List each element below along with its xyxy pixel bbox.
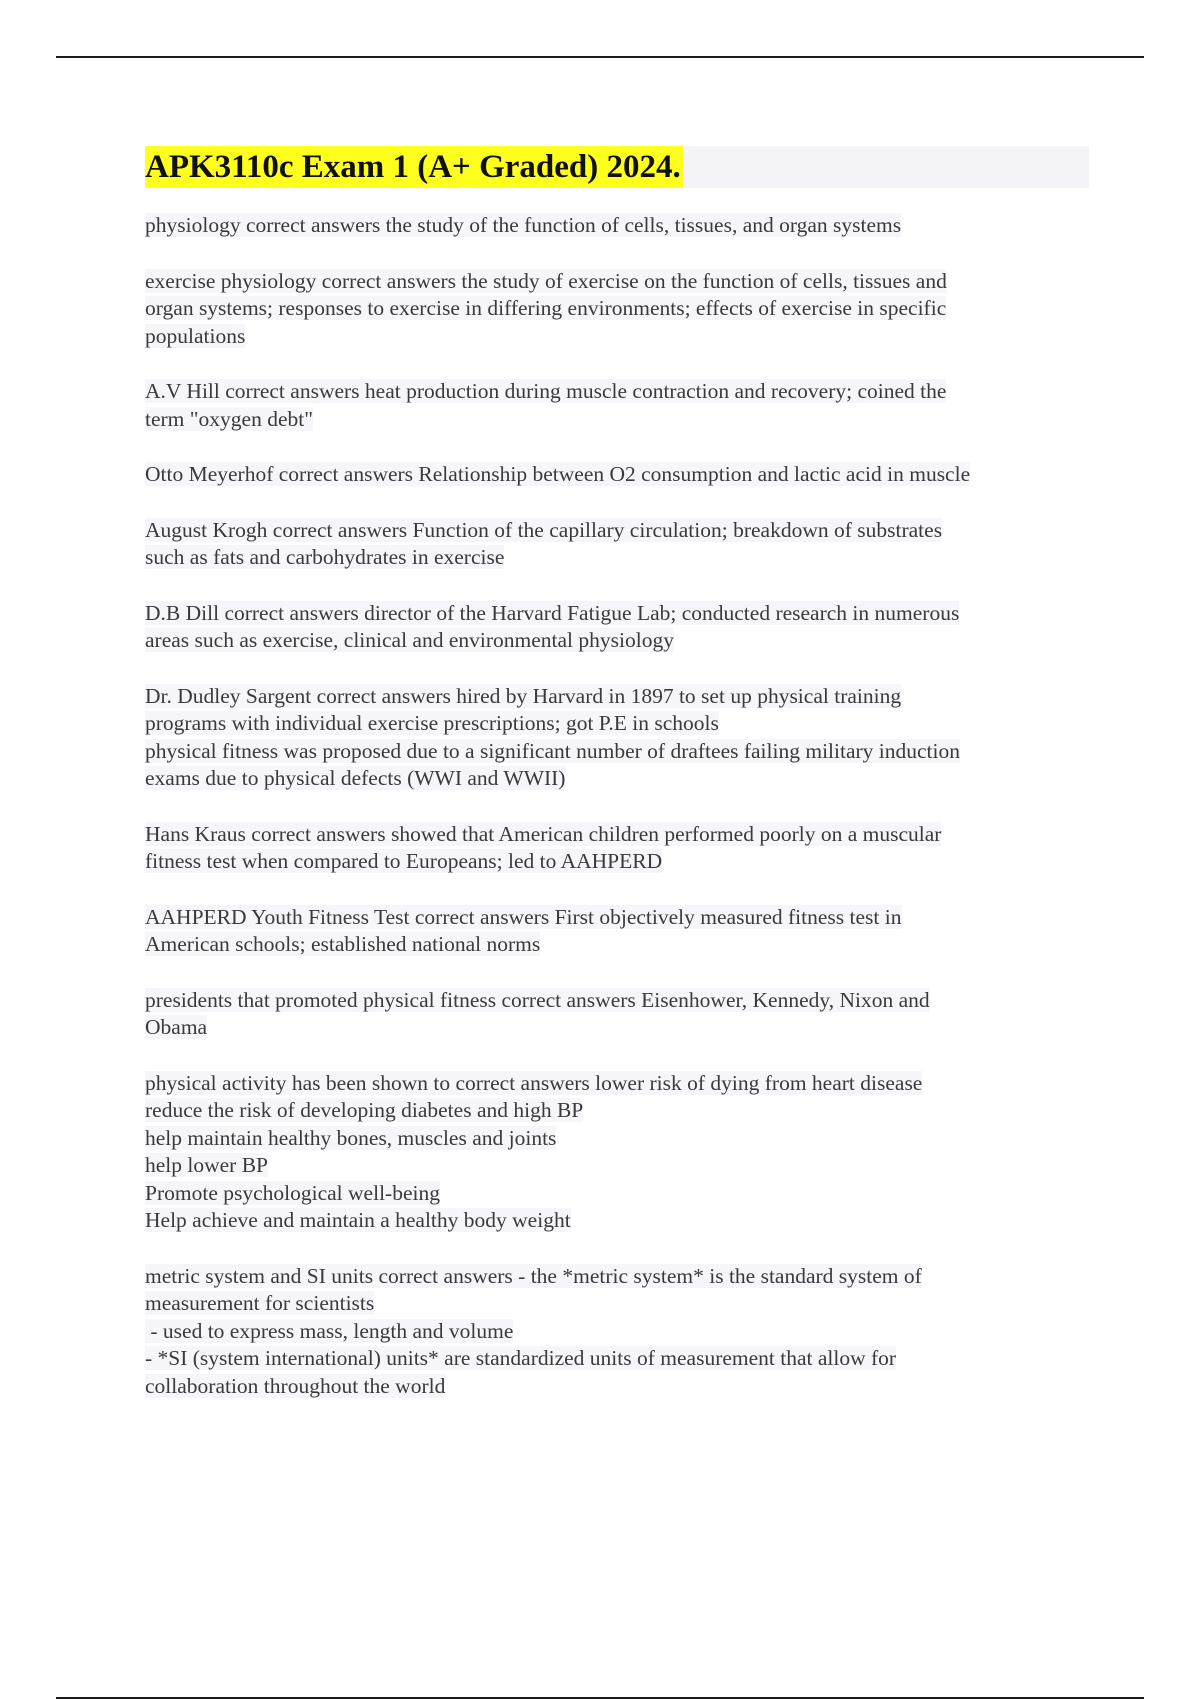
qa-line-text: help lower BP	[145, 1153, 269, 1177]
qa-line	[145, 461, 1095, 489]
qa-line	[145, 987, 1095, 1015]
qa-line-text: term "oxygen debt"	[145, 406, 314, 431]
qa-entry	[145, 683, 1095, 793]
qa-line	[145, 1263, 1095, 1291]
qa-line	[145, 1152, 1095, 1180]
qa-line	[145, 765, 1095, 793]
qa-line	[145, 904, 1095, 932]
qa-line	[145, 544, 1095, 572]
qa-line	[145, 1373, 1095, 1401]
qa-line-text: exams due to physical defects (WWI and WWII)	[145, 766, 566, 790]
qa-line-text: physiology correct answers the study of the function of cells, tissues, and organ systems	[145, 213, 902, 237]
qa-line	[145, 821, 1095, 849]
qa-entry	[145, 1070, 1095, 1235]
qa-line-text: collaboration throughout the world	[145, 1373, 446, 1398]
qa-line-text: Obama	[145, 1015, 208, 1039]
document-title: APK3110c Exam 1 (A+ Graded) 2024.	[145, 146, 683, 188]
qa-line	[145, 323, 1095, 351]
qa-line	[145, 1290, 1095, 1318]
qa-line-text: D.B Dill correct answers director of the Harvard Fatigue Lab; conducted research in numerous	[145, 600, 960, 625]
qa-line-text: measurement for scientists	[145, 1291, 375, 1315]
qa-line-text: - *SI (system international) units* are standardized units of measurement that allow for	[145, 1346, 897, 1370]
qa-line	[145, 378, 1095, 406]
qa-line	[145, 295, 1095, 323]
qa-line-text: metric system and SI units correct answers - the *metric system* is the standard system of	[145, 1263, 922, 1288]
qa-line-text: populations	[145, 323, 246, 348]
qa-line-text: Dr. Dudley Sargent correct answers hired by Harvard in 1897 to set up physical training	[145, 683, 902, 708]
qa-line-text: exercise physiology correct answers the study of exercise on the function of cells, tissues and	[145, 268, 947, 293]
qa-entry	[145, 517, 1095, 572]
qa-entry	[145, 212, 1095, 240]
qa-line-text: reduce the risk of developing diabetes and high BP	[145, 1098, 584, 1122]
qa-line	[145, 1345, 1095, 1373]
qa-line	[145, 710, 1095, 738]
qa-line	[145, 738, 1095, 766]
qa-line-text: areas such as exercise, clinical and environmental physiology	[145, 628, 674, 652]
qa-line-text: organ systems; responses to exercise in differing environments; effects of exercise in specific	[145, 296, 947, 320]
qa-entry	[145, 378, 1095, 433]
qa-entry	[145, 600, 1095, 655]
qa-line	[145, 268, 1095, 296]
qa-line-text: Help achieve and maintain a healthy body weight	[145, 1208, 571, 1232]
qa-entry	[145, 1263, 1095, 1401]
qa-line-text: August Krogh correct answers Function of the capillary circulation; breakdown of substrates	[145, 517, 943, 542]
qa-line	[145, 406, 1095, 434]
qa-entry	[145, 904, 1095, 959]
qa-line-text: presidents that promoted physical fitness correct answers Eisenhower, Kennedy, Nixon and	[145, 987, 930, 1012]
qa-line	[145, 1014, 1095, 1042]
qa-line-text: Hans Kraus correct answers showed that American children performed poorly on a muscular	[145, 821, 942, 846]
qa-line	[145, 1125, 1095, 1153]
qa-line-text: Otto Meyerhof correct answers Relationship between O2 consumption and lactic acid in muscle	[145, 462, 971, 486]
qa-line-text: help maintain healthy bones, muscles and joints	[145, 1125, 557, 1150]
qa-line	[145, 517, 1095, 545]
qa-line	[145, 848, 1095, 876]
qa-entry	[145, 821, 1095, 876]
qa-line	[145, 600, 1095, 628]
qa-line-text: - used to express mass, length and volume	[145, 1318, 514, 1343]
qa-line	[145, 1070, 1095, 1098]
qa-line	[145, 683, 1095, 711]
qa-line-text: physical activity has been shown to correct answers lower risk of dying from heart disease	[145, 1070, 923, 1095]
qa-line	[145, 1318, 1095, 1346]
qa-line-text: American schools; established national norms	[145, 932, 541, 956]
qa-line	[145, 931, 1095, 959]
qa-line-text: AAHPERD Youth Fitness Test correct answers First objectively measured fitness test in	[145, 904, 902, 929]
qa-line-text: such as fats and carbohydrates in exercise	[145, 545, 505, 569]
top-rule	[56, 56, 1144, 58]
qa-line	[145, 1180, 1095, 1208]
bottom-rule	[56, 1697, 1144, 1699]
qa-entry	[145, 461, 1095, 489]
qa-list	[145, 212, 1095, 1428]
qa-entry	[145, 268, 1095, 351]
qa-line-text: fitness test when compared to Europeans; led to AAHPERD	[145, 849, 663, 873]
qa-line-text: A.V Hill correct answers heat production during muscle contraction and recovery; coined the	[145, 379, 947, 403]
qa-line-text: Promote psychological well-being	[145, 1180, 440, 1205]
qa-entry	[145, 987, 1095, 1042]
qa-line	[145, 627, 1095, 655]
qa-line	[145, 212, 1095, 240]
qa-line	[145, 1207, 1095, 1235]
qa-line	[145, 1097, 1095, 1125]
qa-line-text: programs with individual exercise prescriptions; got P.E in schools	[145, 711, 719, 735]
qa-line-text: physical fitness was proposed due to a significant number of draftees failing military induction	[145, 738, 961, 763]
